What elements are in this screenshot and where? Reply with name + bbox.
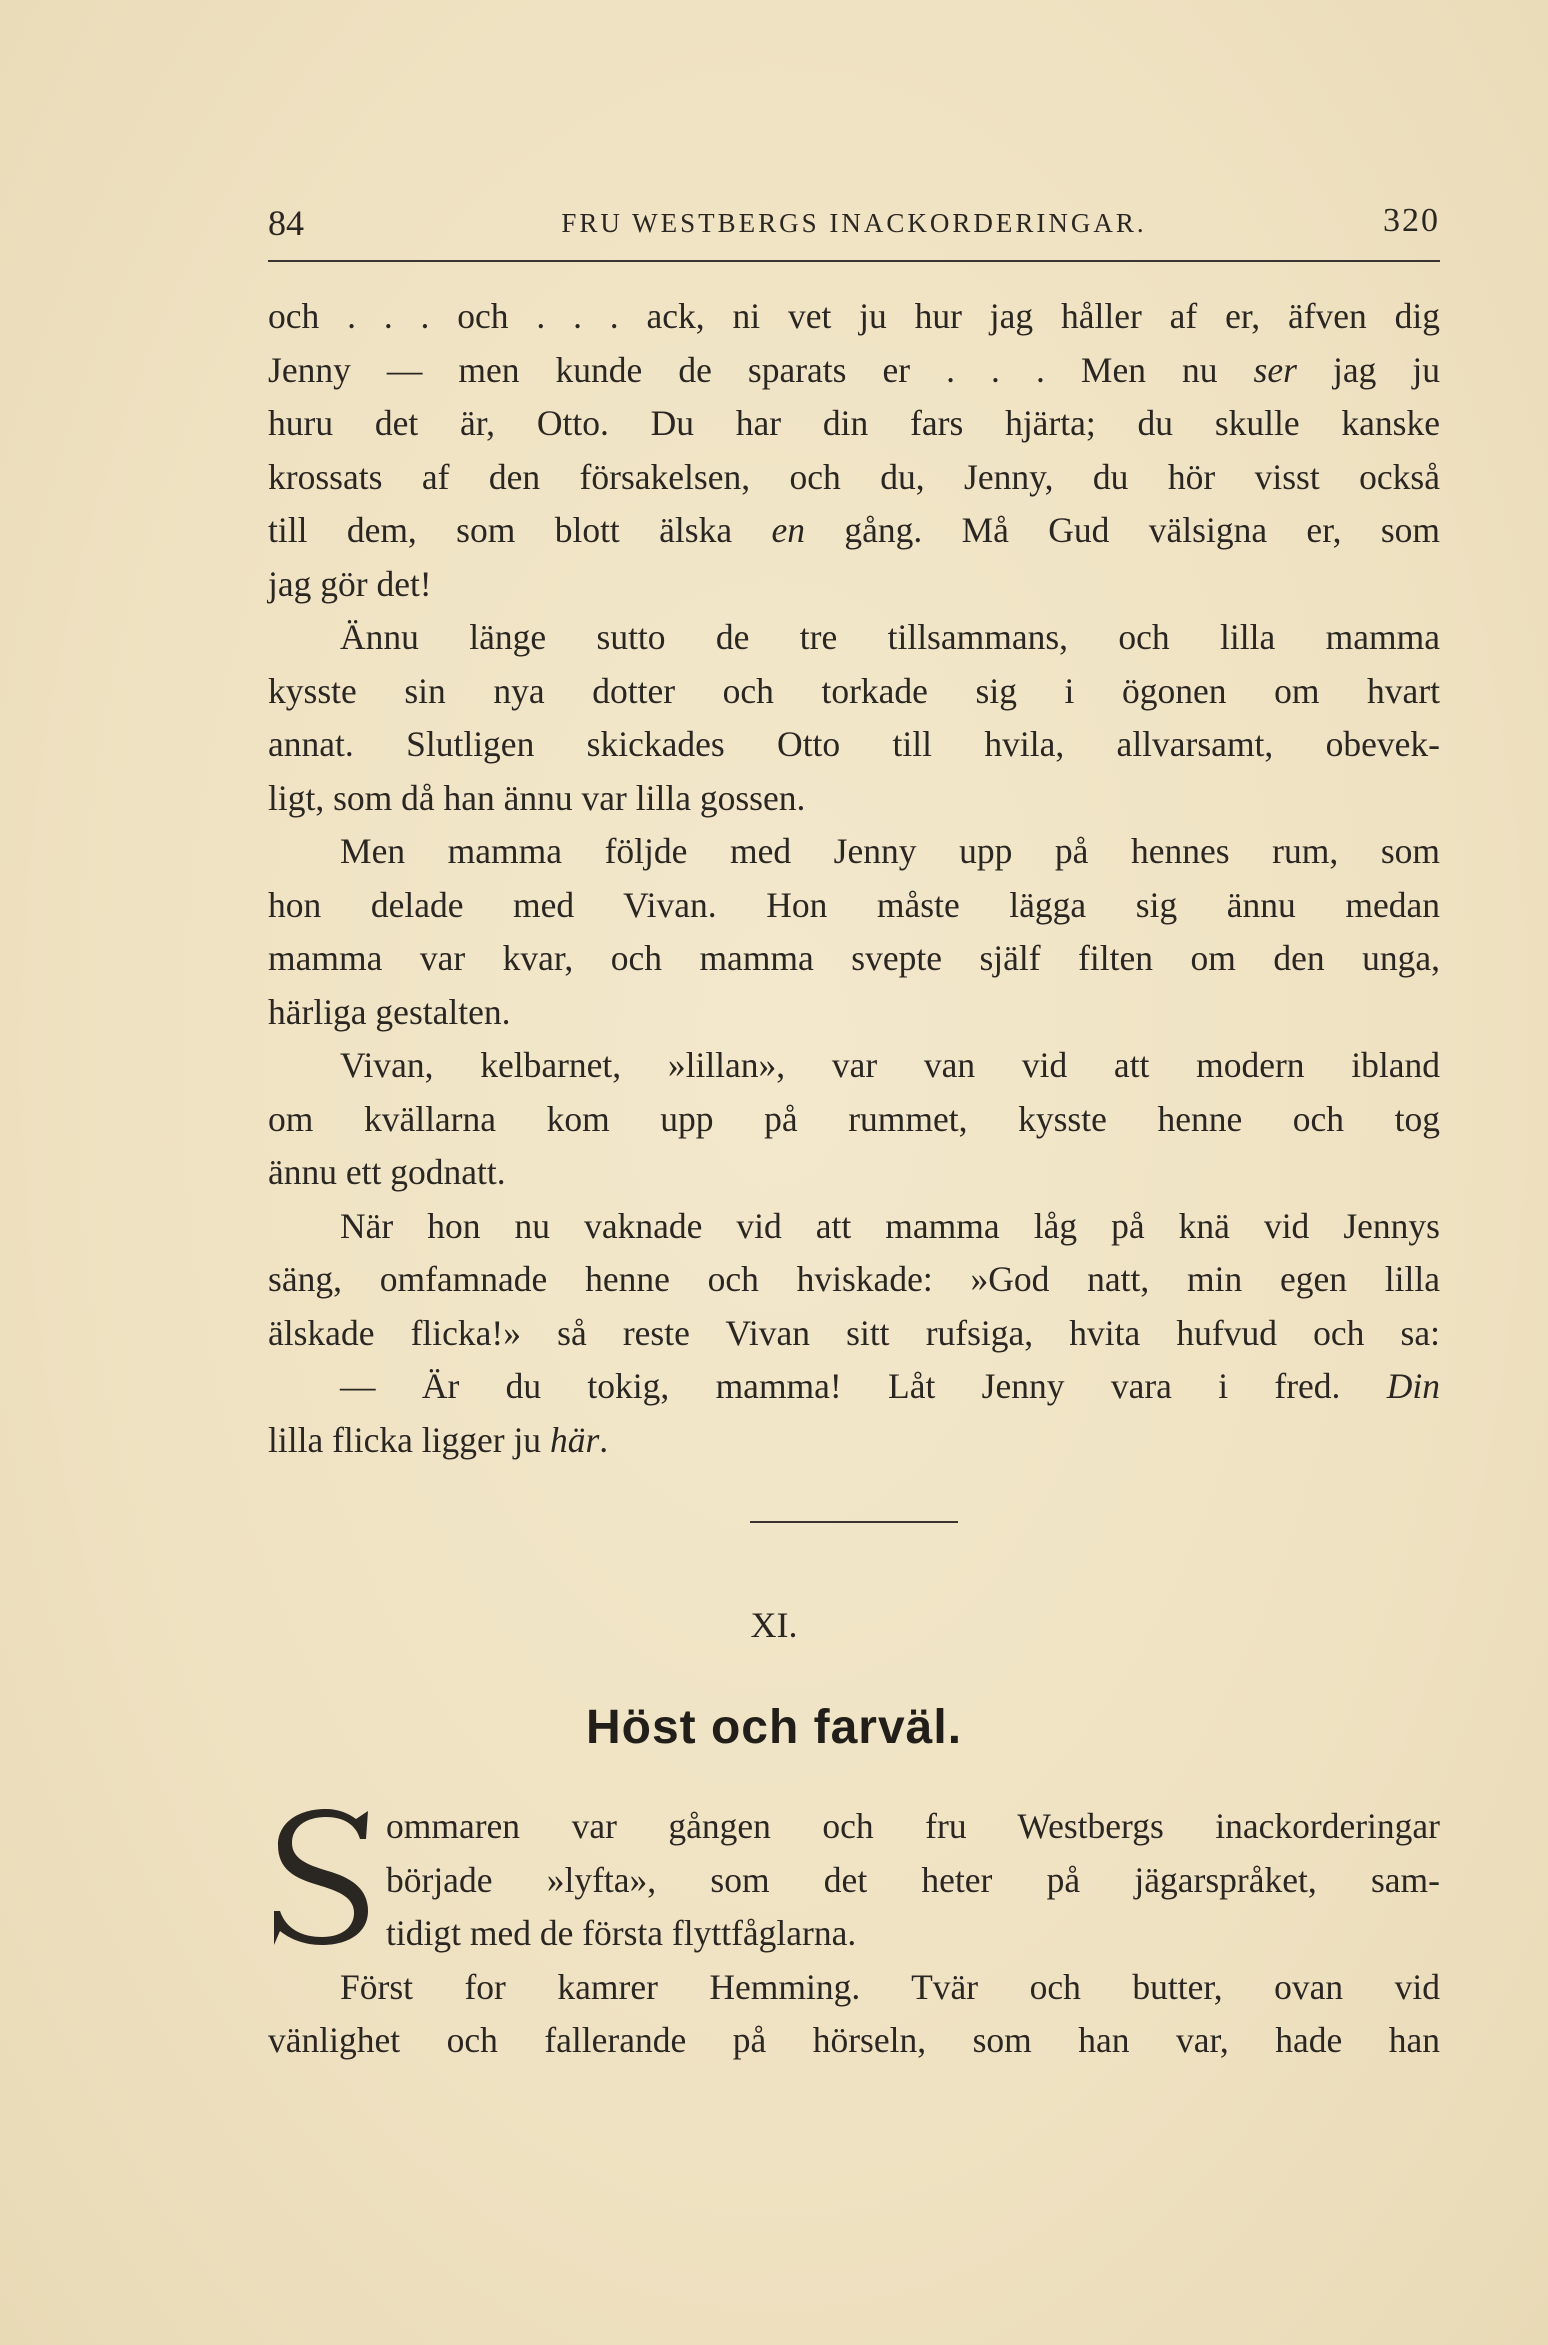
page-number-left: 84 (268, 203, 304, 243)
italic-word: här (549, 1419, 600, 1460)
page-number-right: 320 (1383, 202, 1440, 239)
chapter-title: Höst och farväl. (585, 1701, 963, 1754)
text-line: ligt, som då han ännu var lilla gossen. (268, 777, 806, 818)
text-line: ännu ett godnatt. (268, 1152, 506, 1192)
text-line: tidigt med de första flyttfåglarna. (386, 1913, 857, 1953)
text-line: När hon nu vaknade vid att mamma låg på knä vid Jennys (340, 1205, 1440, 1246)
text-line: Jenny — men kunde de sparats er . . . Men nu ser jag ju (268, 349, 1441, 390)
header-rule (268, 260, 1440, 262)
text-line: kysste sin nya dotter och torkade sig i ögonen om hvart (268, 670, 1440, 711)
body-text (268, 290, 1440, 1467)
text-line: älskade flicka!» så reste Vivan sitt rufsiga, hvita hufvud och sa: (268, 1312, 1440, 1353)
running-title: FRU WESTBERGS INACKORDERINGAR. (561, 208, 1147, 238)
text-line: vänlighet och fallerande på hörseln, som han var, hade han (268, 2020, 1440, 2060)
italic-word: Din (1386, 1366, 1440, 1406)
text-line: Först for kamrer Hemming. Tvär och butter, ovan vid (340, 1966, 1440, 2007)
text-line: krossats af den försakelsen, och du, Jenny, du hör visst också (268, 456, 1440, 497)
chapter-number: XI. (750, 1605, 798, 1645)
text-line: till dem, som blott älska en gång. Må Gud välsigna er, som (268, 510, 1441, 550)
text-line: huru det är, Otto. Du har din fars hjärta; du skulle kanske (268, 403, 1440, 443)
text-line: Men mamma följde med Jenny upp på hennes rum, som (340, 831, 1440, 871)
text-line: och . . . och . . . ack, ni vet ju hur jag håller af er, äfven dig (268, 296, 1440, 336)
text-line: jag gör det! (268, 563, 432, 604)
text-line: hon delade med Vivan. Hon måste lägga sig ännu medan (268, 884, 1440, 925)
running-header (268, 202, 1440, 252)
text-line: säng, omfamnade henne och hviskade: »God natt, min egen lilla (268, 1259, 1440, 1299)
italic-word: ser (1253, 349, 1297, 390)
chapter-body (268, 1800, 1440, 2068)
text-line: började »lyfta», som det heter på jägarspråket, sam- (386, 1859, 1440, 1900)
text-line: Vivan, kelbarnet, »lillan», var van vid att modern ibland (340, 1045, 1440, 1085)
italic-word: en (771, 510, 805, 550)
text-line: annat. Slutligen skickades Otto till hvila, allvarsamt, obevek- (268, 724, 1440, 764)
text-line: ommaren var gången och fru Westbergs inackorderingar (386, 1806, 1440, 1846)
section-divider (750, 1521, 958, 1523)
text-line: om kvällarna kom upp på rummet, kysste henne och tog (268, 1098, 1440, 1139)
text-line: mamma var kvar, och mamma svepte själf filten om den unga, (268, 938, 1440, 978)
text-line: Ännu länge sutto de tre tillsammans, och lilla mamma (340, 617, 1440, 657)
text-line: — Är du tokig, mamma! Låt Jenny vara i fred. Din (340, 1366, 1440, 1406)
text-line: härliga gestalten. (268, 991, 511, 1032)
text-line: lilla flicka ligger ju här. (268, 1419, 609, 1460)
